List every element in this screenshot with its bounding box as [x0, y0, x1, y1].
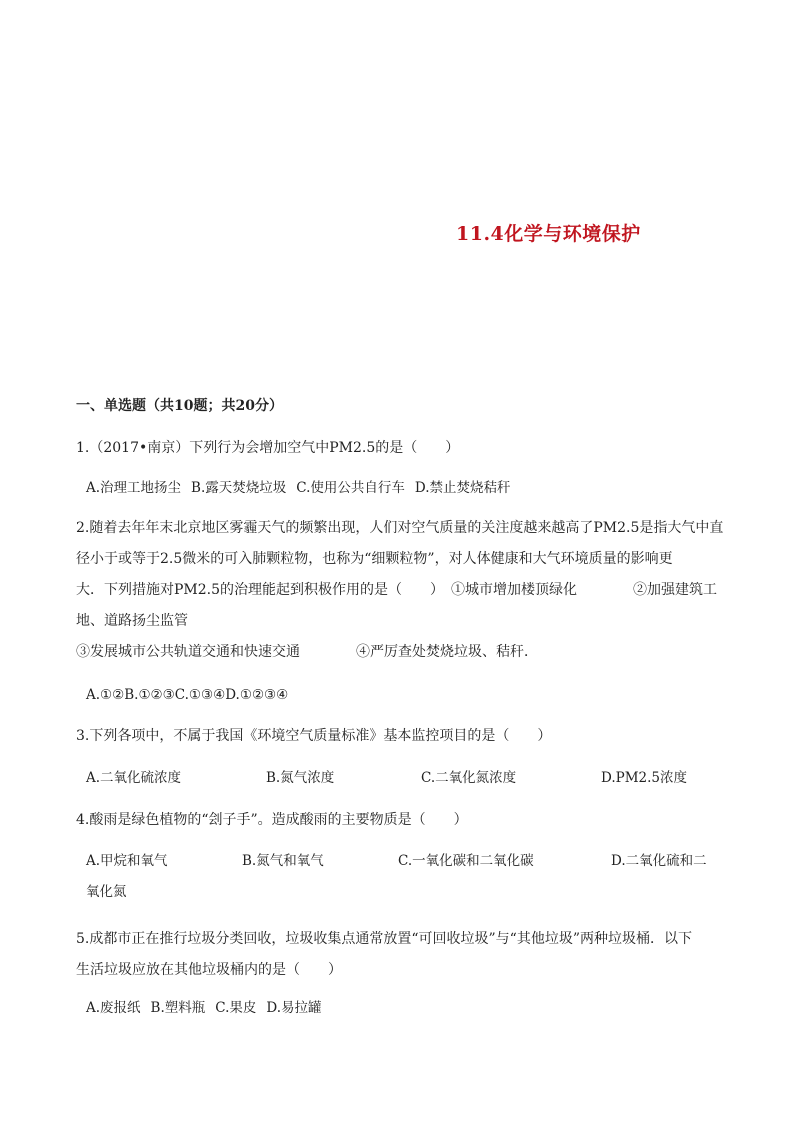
option-b: B.氮气和氧气	[242, 853, 324, 869]
option-c: C.一氧化碳和二氧化碳	[398, 853, 534, 869]
question-4-options	[86, 846, 726, 908]
option-c: C.使用公共自行车	[296, 480, 405, 496]
question-5-stem	[76, 924, 726, 986]
option-a: A.废报纸	[86, 1000, 141, 1016]
option-b: B.氮气浓度	[266, 770, 335, 786]
option-a: A.甲烷和氧气	[86, 853, 168, 869]
stem-line: 2.随着去年年末北京地区雾霾天气的频繁出现，人们对空气质量的关注度越来越高了PM2.5是指大气中直	[76, 520, 724, 536]
stem-line: 5.成都市正在推行垃圾分类回收，垃圾收集点通常放置“可回收垃圾”与“其他垃圾”两种垃圾桶．以下	[76, 931, 692, 947]
question-1-options	[86, 473, 726, 504]
stem-line: 径小于或等于2.5微米的可入肺颗粒物，也称为“细颗粒物”，对人体健康和大气环境质量的影响更	[76, 551, 673, 567]
question-3-options	[86, 763, 726, 794]
option-d-continued: 氧化氮	[86, 884, 127, 900]
question-2-options: A.①②B.①②③C.①③④D.①②③④	[86, 687, 289, 703]
option-d: D.易拉罐	[266, 1000, 322, 1016]
option-a: A.二氧化硫浓度	[86, 770, 182, 786]
option-a: A.治理工地扬尘	[86, 480, 182, 496]
document-title: 11.4化学与环境保护	[456, 223, 641, 245]
question-5-options	[86, 993, 726, 1024]
question-1-stem: 1.（2017•南京）下列行为会增加空气中PM2.5的是（ ）	[76, 440, 460, 456]
stem-line: 地、道路扬尘监管	[76, 613, 188, 629]
option-b: B.塑料瓶	[150, 1000, 206, 1016]
option-d: D.禁止焚烧秸秆	[414, 480, 511, 496]
question-2-stem	[76, 513, 726, 668]
stem-line: 大．下列措施对PM2.5的治理能起到积极作用的是（ ） ①城市增加楼顶绿化 ②加强建筑工	[76, 582, 718, 598]
option-c: C.果皮	[215, 1000, 257, 1016]
stem-line: ③发展城市公共轨道交通和快速交通 ④严厉查处焚烧垃圾、秸秆．	[76, 644, 538, 660]
option-d: D.PM2.5浓度	[601, 770, 688, 786]
option-d: D.二氧化硫和二	[611, 853, 707, 869]
question-4-stem: 4.酸雨是绿色植物的“刽子手”。造成酸雨的主要物质是（ ）	[76, 812, 468, 828]
question-3-stem: 3.下列各项中，不属于我国《环境空气质量标准》基本监控项目的是（ ）	[76, 728, 552, 744]
section-heading: 一、单选题（共10题；共20分）	[76, 398, 283, 414]
stem-line: 生活垃圾应放在其他垃圾桶内的是（ ）	[76, 962, 342, 978]
option-b: B.露天焚烧垃圾	[191, 480, 287, 496]
option-c: C.二氧化氮浓度	[421, 770, 517, 786]
